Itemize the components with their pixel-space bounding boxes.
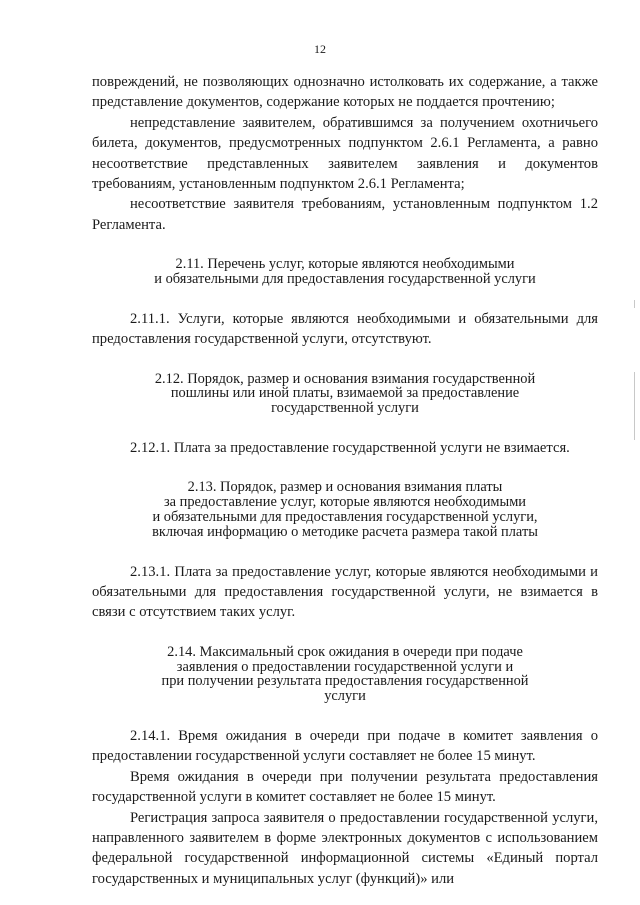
paragraph: Время ожидания в очереди при получении результата предоставления государственной услуги в комитет составляет не более 15 минут. [92, 768, 598, 806]
page-number: 12 [314, 42, 326, 56]
paragraph-2-11-1: 2.11.1. Услуги, которые являются необходимыми и обязательными для предоставления государственной услуги, отсутствуют. [92, 310, 598, 348]
document-body [92, 72, 598, 889]
scan-edge-mark [634, 300, 635, 308]
section-heading-2-13: 2.13. Порядок, размер и основания взимания платы за предоставление услуг, которые являются необходимыми и обязательными для предоставления государственной услуги, включая информацию о методике расчета размера такой платы [152, 479, 538, 540]
paragraph-2-13-1: 2.13.1. Плата за предоставление услуг, которые являются необходимыми и обязательными для предоставления государственной услуги, не взимается в связи с отсутствием таких услуг. [92, 563, 598, 621]
paragraph: повреждений, не позволяющих однозначно истолковать их содержание, а также представление документов, содержание которых не поддается прочтению; [92, 74, 598, 111]
paragraph: Регистрация запроса заявителя о предоставлении государственной услуги, направленного заявителем в форме электронных документов с использованием федеральной государственной информационной системы «Единый портал государственных и муниципальных услуг (функций)» или [92, 809, 598, 887]
section-heading-2-11: 2.11. Перечень услуг, которые являются необходимыми и обязательными для предоставления государственной услуги [154, 256, 536, 288]
scan-edge-mark [634, 372, 635, 440]
paragraph: несоответствие заявителя требованиям, установленным подпунктом 1.2 Регламента. [92, 196, 598, 233]
paragraph-2-12-1: 2.12.1. Плата за предоставление государственной услуги не взимается. [130, 440, 570, 457]
section-heading-2-12: 2.12. Порядок, размер и основания взимания государственной пошлины или иной платы, взимаемой за предоставление государственной услуги [154, 370, 536, 417]
paragraph-2-14-1: 2.14.1. Время ожидания в очереди при подаче в комитет заявления о предоставлении государственной услуги составляет не более 15 минут. [92, 728, 598, 765]
paragraph: непредставление заявителем, обратившимся за получением охотничьего билета, документов, предусмотренных подпунктом 2.6.1 Регламента, а равно несоответствие представленных заявителем заявления и документов требованиям, установленным подпунктом 2.6.1 Регламента; [92, 114, 598, 193]
section-heading-2-14: 2.14. Максимальный срок ожидания в очереди при подаче заявления о предоставлении государственной услуги и при получении результата предоставления государственной услуги [161, 643, 529, 705]
